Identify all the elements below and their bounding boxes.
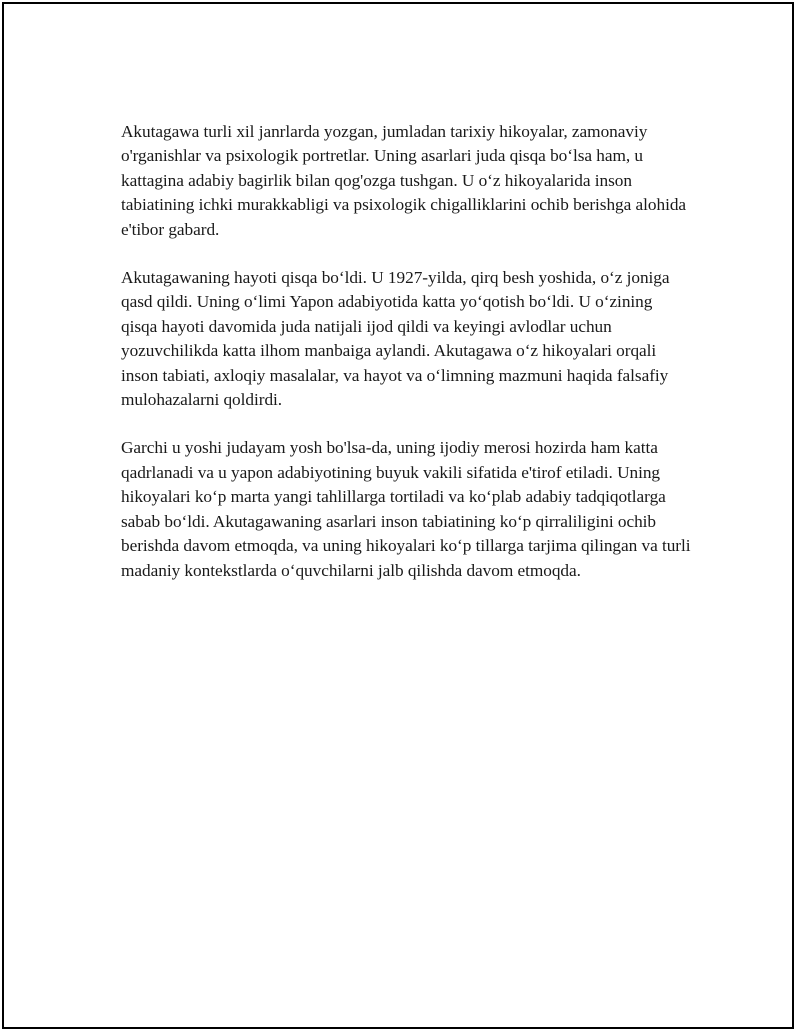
paragraph-3: Garchi u yoshi judayam yosh bo'lsa-da, uning ijodiy merosi hozirda ham katta qadrlanadi va u yapon adabiyotining buyuk vakili sifatida e'tirof etiladi. Uning hikoyalari ko‘p marta yangi tahlillarga tortiladi va ko‘plab adabiy tadqiqotlarga sabab bo‘ldi. Akutagawaning asarlari inson tabiatining ko‘p qirraliligini ochib berishda davom etmoqda, va uning hikoyalari ko‘p tillarga tarjima qilingan va turli madaniy kontekstlarda o‘quvchilarni jalb qilishda davom etmoqda. xyxy=(121,438,691,580)
paragraph-2: Akutagawaning hayoti qisqa bo‘ldi. U 1927-yilda, qirq besh yoshida, o‘z joniga qasd qildi. Uning o‘limi Yapon adabiyotida katta yo‘qotish bo‘ldi. U o‘zining qisqa hayoti davomida juda natijali ijod qildi va keyingi avlodlar uchun yozuvchilikda katta ilhom manbaiga aylandi. Akutagawa o‘z hikoyalari orqali inson tabiati, axloqiy masalalar, va hayot va o‘limning mazmuni haqida falsafiy mulohazalarni qoldirdi. xyxy=(121,268,670,410)
paragraph-1: Akutagawa turli xil janrlarda yozgan, jumladan tarixiy hikoyalar, zamonaviy o'rganishlar va psixologik portretlar. Uning asarlari juda qisqa bo‘lsa ham, u kattagina adabiy bagirlik bilan qog'ozga tushgan. U o‘z hikoyalarida inson tabiatining ichki murakkabligi va psixologik chigalliklarini ochib berishga alohida e'tibor gabard. xyxy=(121,122,687,239)
document-body xyxy=(121,120,691,607)
document-page xyxy=(2,2,794,1029)
